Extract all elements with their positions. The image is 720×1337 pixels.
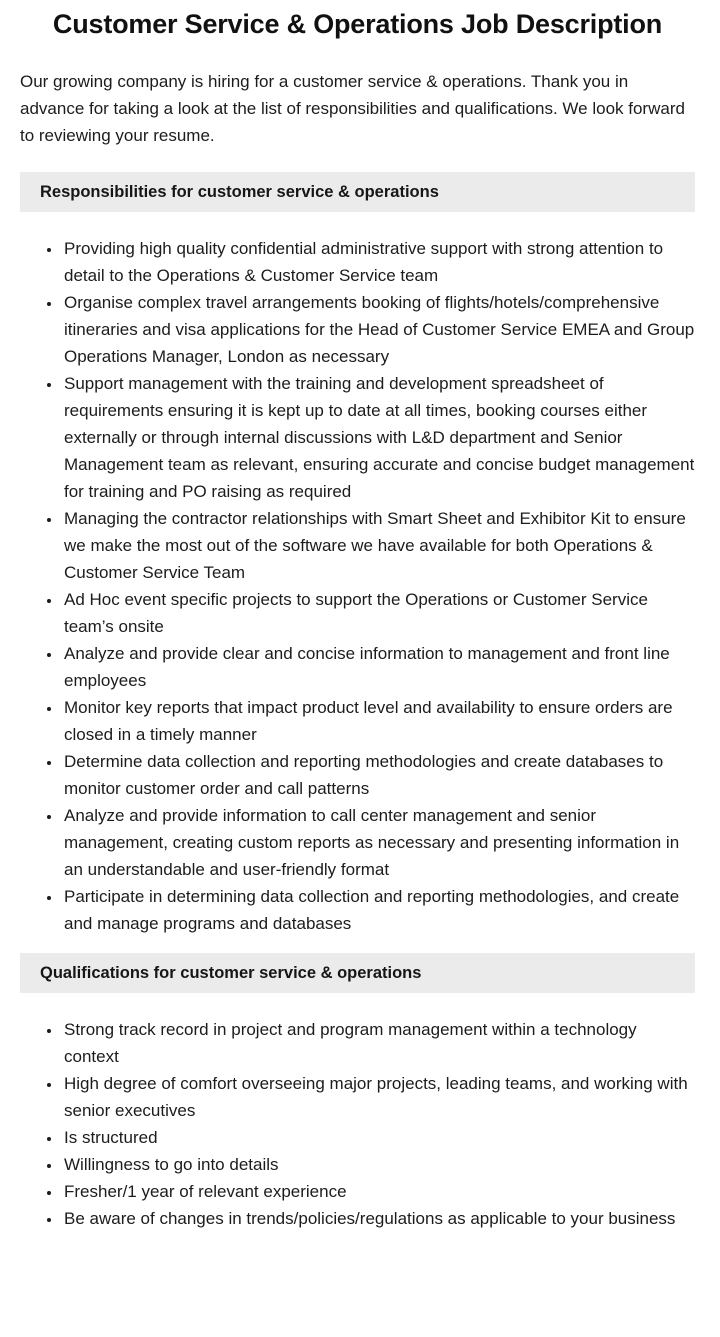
responsibilities-list bbox=[20, 235, 695, 937]
list-item: • Be aware of changes in trends/policies/regulations as applicable to your business bbox=[62, 1205, 695, 1232]
qualifications-heading: Qualifications for customer service & operations bbox=[20, 953, 695, 993]
list-item: • Organise complex travel arrangements booking of flights/hotels/comprehensive itineraries and visa applications for the Head of Customer Service EMEA and Group Operations Manager, London as necessary bbox=[62, 289, 695, 370]
list-item: • High degree of comfort overseeing major projects, leading teams, and working with senior executives bbox=[62, 1070, 695, 1124]
list-item: • Willingness to go into details bbox=[62, 1151, 695, 1178]
section-responsibilities bbox=[20, 172, 695, 937]
list-item: • Participate in determining data collection and reporting methodologies, and create and manage programs and databases bbox=[62, 883, 695, 937]
list-item: • Managing the contractor relationships with Smart Sheet and Exhibitor Kit to ensure we make the most out of the software we have available for both Operations & Customer Service Team bbox=[62, 505, 695, 586]
list-item: • Support management with the training and development spreadsheet of requirements ensuring it is kept up to date at all times, booking courses either externally or through internal discussions with L&D department and Senior Management team as relevant, ensuring accurate and concise budget management for training and PO raising as required bbox=[62, 370, 695, 505]
list-item: • Determine data collection and reporting methodologies and create databases to monitor customer order and call patterns bbox=[62, 748, 695, 802]
list-item: • Ad Hoc event specific projects to support the Operations or Customer Service team’s onsite bbox=[62, 586, 695, 640]
list-item: • Is structured bbox=[62, 1124, 695, 1151]
responsibilities-heading: Responsibilities for customer service & operations bbox=[20, 172, 695, 212]
section-qualifications bbox=[20, 953, 695, 1232]
list-item: • Monitor key reports that impact product level and availability to ensure orders are closed in a timely manner bbox=[62, 694, 695, 748]
list-item: • Analyze and provide clear and concise information to management and front line employees bbox=[62, 640, 695, 694]
intro-paragraph: Our growing company is hiring for a customer service & operations. Thank you in advance for taking a look at the list of responsibilities and qualifications. We look forward to reviewing your resume. bbox=[20, 72, 685, 145]
list-item: • Fresher/1 year of relevant experience bbox=[62, 1178, 695, 1205]
job-description-page bbox=[0, 7, 720, 1272]
qualifications-list bbox=[20, 1016, 695, 1232]
list-item: • Analyze and provide information to call center management and senior management, creating custom reports as necessary and presenting information in an understandable and user-friendly format bbox=[62, 802, 695, 883]
list-item: • Providing high quality confidential administrative support with strong attention to detail to the Operations & Customer Service team bbox=[62, 235, 695, 289]
list-item: • Strong track record in project and program management within a technology context bbox=[62, 1016, 695, 1070]
page-title: Customer Service & Operations Job Description bbox=[52, 9, 663, 39]
